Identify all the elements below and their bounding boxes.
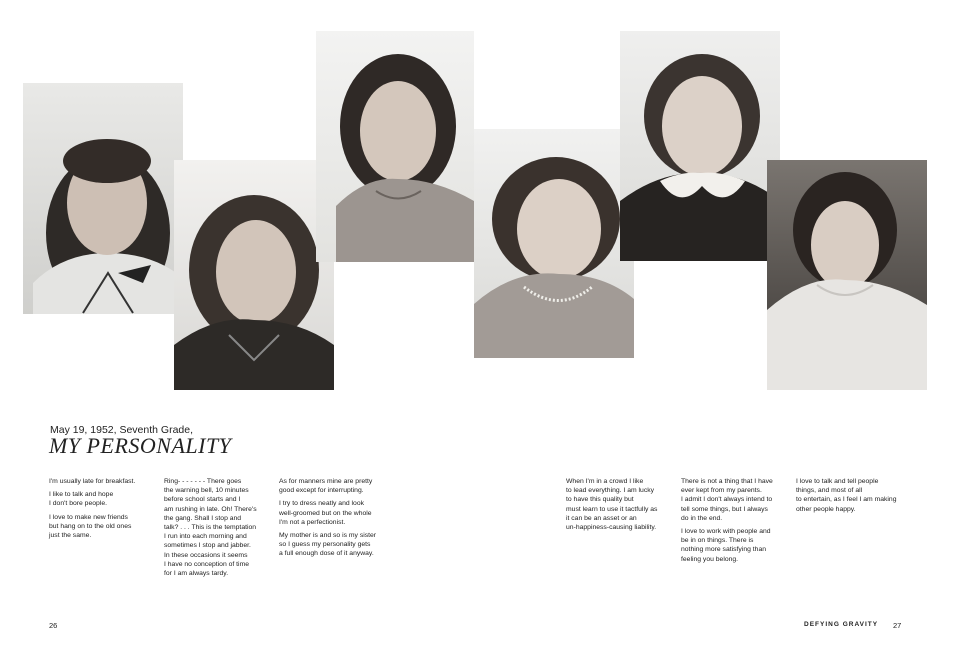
paragraph: My mother is and so is my sister so I guess my personality gets a full enough dose of it anyway. bbox=[279, 532, 377, 558]
paragraph: There is not a thing that I have ever kept from my parents. I admit I don't always intend to tell some things, but I always do in the end. bbox=[681, 478, 773, 522]
paragraph: I love to work with people and be in on things. There is nothing more satisfying than feeling you belong. bbox=[681, 528, 771, 563]
paragraph: As for manners mine are pretty good except for interrupting. bbox=[279, 478, 373, 495]
paragraph: When I'm in a crowd I like to lead everything. I am lucky to have this quality but must learn to use it tactfully as it can be an asset or an un-happiness-causing liability. bbox=[566, 478, 658, 532]
text-column-4 bbox=[566, 477, 674, 536]
paragraph: I love to make new friends but hang on to the old ones just the same. bbox=[49, 513, 132, 540]
paragraph: I like to talk and hope I don't bore people. bbox=[49, 491, 114, 508]
paragraph: I'm usually late for breakfast. bbox=[49, 478, 136, 485]
text-column-3 bbox=[279, 477, 389, 563]
paragraph: I love to talk and tell people things, and most of all to entertain, as I feel I am making other people happy. bbox=[796, 478, 897, 513]
paragraph: Ring- - - - - - - There goes the warning bell, 10 minutes before school starts and I am rushing in late. Oh! There's the gang. Shall I stop and talk? . . . This is the temptation I run into each morning and sometimes I stop and jabber. In these occasions it seems I have no conception of time for I am always tardy. bbox=[164, 478, 257, 578]
portrait-photo-6 bbox=[767, 160, 927, 390]
paragraph: I try to dress neatly and look well-groomed but on the whole I'm not a perfectionist. bbox=[279, 500, 372, 526]
page-number-right: 27 bbox=[893, 621, 902, 630]
page-title: MY PERSONALITY bbox=[49, 433, 232, 458]
portrait-photo-5 bbox=[620, 31, 780, 261]
date-caption: May 19, 1952, Seventh Grade, bbox=[50, 424, 194, 436]
portrait-photo-4 bbox=[474, 129, 634, 358]
running-title: DEFYING GRAVITY bbox=[804, 621, 879, 628]
text-column-5 bbox=[681, 477, 781, 568]
page-number-left: 26 bbox=[49, 621, 58, 630]
portrait-photo-3 bbox=[316, 31, 474, 262]
portrait-photo-1 bbox=[23, 83, 183, 314]
text-column-6 bbox=[796, 477, 904, 518]
text-column-2 bbox=[164, 477, 269, 582]
portrait-photo-2 bbox=[174, 160, 334, 390]
text-column-1 bbox=[49, 477, 154, 544]
